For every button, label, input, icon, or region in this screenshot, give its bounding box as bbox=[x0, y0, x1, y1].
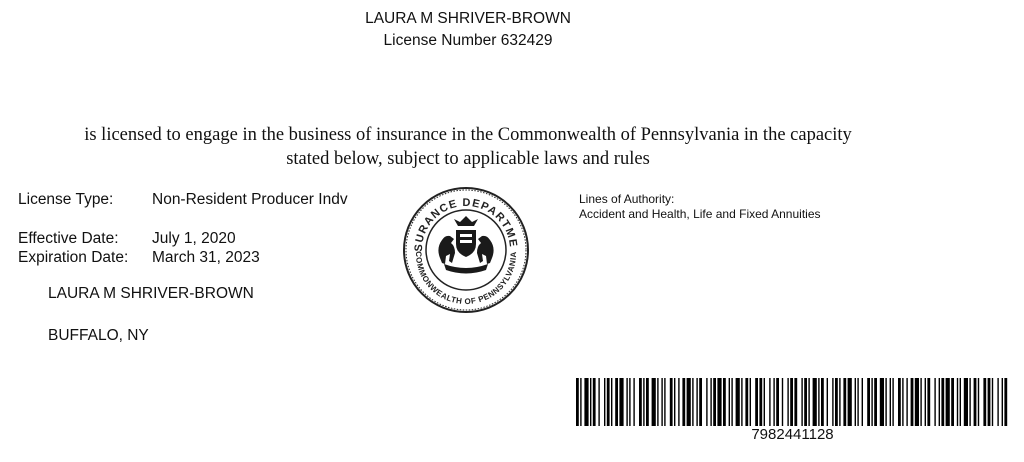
barcode-bar bbox=[871, 378, 872, 426]
barcode-bar bbox=[915, 378, 919, 426]
license-type-label: License Type: bbox=[18, 191, 114, 208]
barcode-bar bbox=[633, 378, 634, 426]
barcode-bar bbox=[880, 378, 884, 426]
barcode-bar bbox=[960, 378, 961, 426]
barcode-bar bbox=[804, 378, 807, 426]
barcode-bar bbox=[978, 378, 979, 426]
seal-top-text: SURANCE DEPARTME bbox=[412, 196, 520, 252]
license-statement-line-1: is licensed to engage in the business of insurance in the Commonwealth of Pennsylvania in the capacity bbox=[84, 125, 852, 145]
barcode-bar bbox=[957, 378, 958, 426]
barcode-bar bbox=[706, 378, 707, 426]
barcode-bar bbox=[927, 378, 930, 426]
barcode-bar bbox=[626, 378, 627, 426]
barcode-bar bbox=[611, 378, 612, 426]
barcode-bar bbox=[843, 378, 846, 426]
seal-bottom-text: COMMONWEALTH OF PENNSYLVANIA bbox=[413, 251, 519, 307]
barcode-bar bbox=[1004, 378, 1007, 426]
barcode-bar bbox=[678, 378, 679, 426]
barcode-bar bbox=[657, 378, 658, 426]
barcode-bar bbox=[615, 378, 618, 426]
barcode-bar bbox=[902, 378, 903, 426]
barcode-bar bbox=[898, 378, 901, 426]
barcode-bar bbox=[745, 378, 748, 426]
barcode-bar bbox=[782, 378, 783, 426]
lines-of-authority-value: Accident and Health, Life and Fixed Annuities bbox=[579, 207, 821, 221]
barcode-bar bbox=[646, 378, 649, 426]
holder-name: LAURA M SHRIVER-BROWN bbox=[48, 285, 254, 302]
barcode-bar bbox=[576, 378, 579, 426]
barcode-bar bbox=[607, 378, 610, 426]
barcode-bar bbox=[661, 378, 662, 426]
barcode-bar bbox=[773, 378, 774, 426]
barcode-bar bbox=[604, 378, 605, 426]
barcode-bar bbox=[598, 378, 599, 426]
barcode-bar bbox=[731, 378, 732, 426]
barcode-bar bbox=[717, 378, 721, 426]
barcode-bar bbox=[755, 378, 758, 426]
barcode-bar bbox=[769, 378, 770, 426]
barcode-bar bbox=[801, 378, 802, 426]
barcode-bar bbox=[827, 378, 828, 426]
barcode-bar bbox=[821, 378, 824, 426]
barcode-bar bbox=[664, 378, 665, 426]
barcode-bar bbox=[813, 378, 817, 426]
licensee-name-header: LAURA M SHRIVER-BROWN bbox=[365, 10, 571, 27]
barcode-bar bbox=[687, 378, 691, 426]
barcode-bar bbox=[920, 378, 921, 426]
barcode-bar bbox=[862, 378, 863, 426]
barcode-bar bbox=[674, 378, 675, 426]
department-seal-icon bbox=[400, 184, 532, 316]
barcode-bar bbox=[629, 378, 630, 426]
barcode-bar bbox=[808, 378, 809, 426]
barcode-bar bbox=[934, 378, 935, 426]
barcode-bar bbox=[951, 378, 954, 426]
barcode-bar bbox=[906, 378, 907, 426]
barcode-bar bbox=[713, 378, 716, 426]
effective-date-value: July 1, 2020 bbox=[152, 230, 236, 247]
effective-date-label: Effective Date: bbox=[18, 230, 119, 247]
barcode-bar bbox=[911, 378, 914, 426]
barcode-bar bbox=[867, 378, 870, 426]
barcode-bar bbox=[729, 378, 730, 426]
barcode-bar bbox=[584, 378, 588, 426]
barcode-bar bbox=[946, 378, 950, 426]
barcode-bar bbox=[736, 378, 740, 426]
lines-of-authority-label: Lines of Authority: bbox=[579, 192, 675, 206]
barcode-bar bbox=[848, 378, 852, 426]
barcode-bar bbox=[759, 378, 762, 426]
barcode-bar bbox=[692, 378, 693, 426]
barcode-bar bbox=[643, 378, 644, 426]
barcode-bar bbox=[764, 378, 765, 426]
barcode-bar bbox=[974, 378, 977, 426]
barcode-bar bbox=[874, 378, 877, 426]
barcode-bar bbox=[857, 378, 858, 426]
barcode-bar bbox=[890, 378, 891, 426]
barcode-number: 7982441128 bbox=[751, 426, 834, 443]
barcode-bar bbox=[839, 378, 840, 426]
barcode-bar bbox=[885, 378, 886, 426]
barcode-bar bbox=[790, 378, 793, 426]
license-type-value: Non-Resident Producer Indv bbox=[152, 191, 348, 208]
barcode bbox=[576, 378, 1009, 426]
license-number: License Number 632429 bbox=[383, 32, 553, 49]
barcode-bar bbox=[776, 378, 779, 426]
barcode-bar bbox=[699, 378, 702, 426]
barcode-bar bbox=[855, 378, 856, 426]
barcode-bar bbox=[892, 378, 893, 426]
barcode-bar bbox=[818, 378, 819, 426]
barcode-bar bbox=[750, 378, 751, 426]
barcode-bar bbox=[992, 378, 993, 426]
holder-city: BUFFALO, NY bbox=[48, 327, 149, 344]
barcode-bar bbox=[925, 378, 926, 426]
barcode-bar bbox=[619, 378, 623, 426]
barcode-bar bbox=[794, 378, 797, 426]
barcode-bar bbox=[983, 378, 986, 426]
barcode-bar bbox=[639, 378, 642, 426]
barcode-bar bbox=[939, 378, 940, 426]
barcode-bar bbox=[941, 378, 944, 426]
barcode-bar bbox=[988, 378, 991, 426]
barcode-bar bbox=[710, 378, 711, 426]
barcode-bar bbox=[997, 378, 998, 426]
barcode-bar bbox=[670, 378, 673, 426]
barcode-bar bbox=[1002, 378, 1003, 426]
barcode-bar bbox=[835, 378, 838, 426]
barcode-bar bbox=[832, 378, 833, 426]
barcode-bar bbox=[969, 378, 970, 426]
barcode-bar bbox=[652, 378, 656, 426]
barcode-bar bbox=[593, 378, 596, 426]
expiration-date-value: March 31, 2023 bbox=[152, 249, 260, 266]
barcode-bar bbox=[741, 378, 742, 426]
barcode-bar bbox=[696, 378, 697, 426]
expiration-date-label: Expiration Date: bbox=[18, 249, 129, 266]
barcode-bar bbox=[590, 378, 591, 426]
barcode-bar bbox=[580, 378, 581, 426]
barcode-bar bbox=[787, 378, 788, 426]
barcode-bar bbox=[682, 378, 685, 426]
barcode-bar bbox=[723, 378, 726, 426]
license-statement-line-2: stated below, subject to applicable laws and rules bbox=[286, 149, 650, 169]
barcode-bar bbox=[964, 378, 968, 426]
